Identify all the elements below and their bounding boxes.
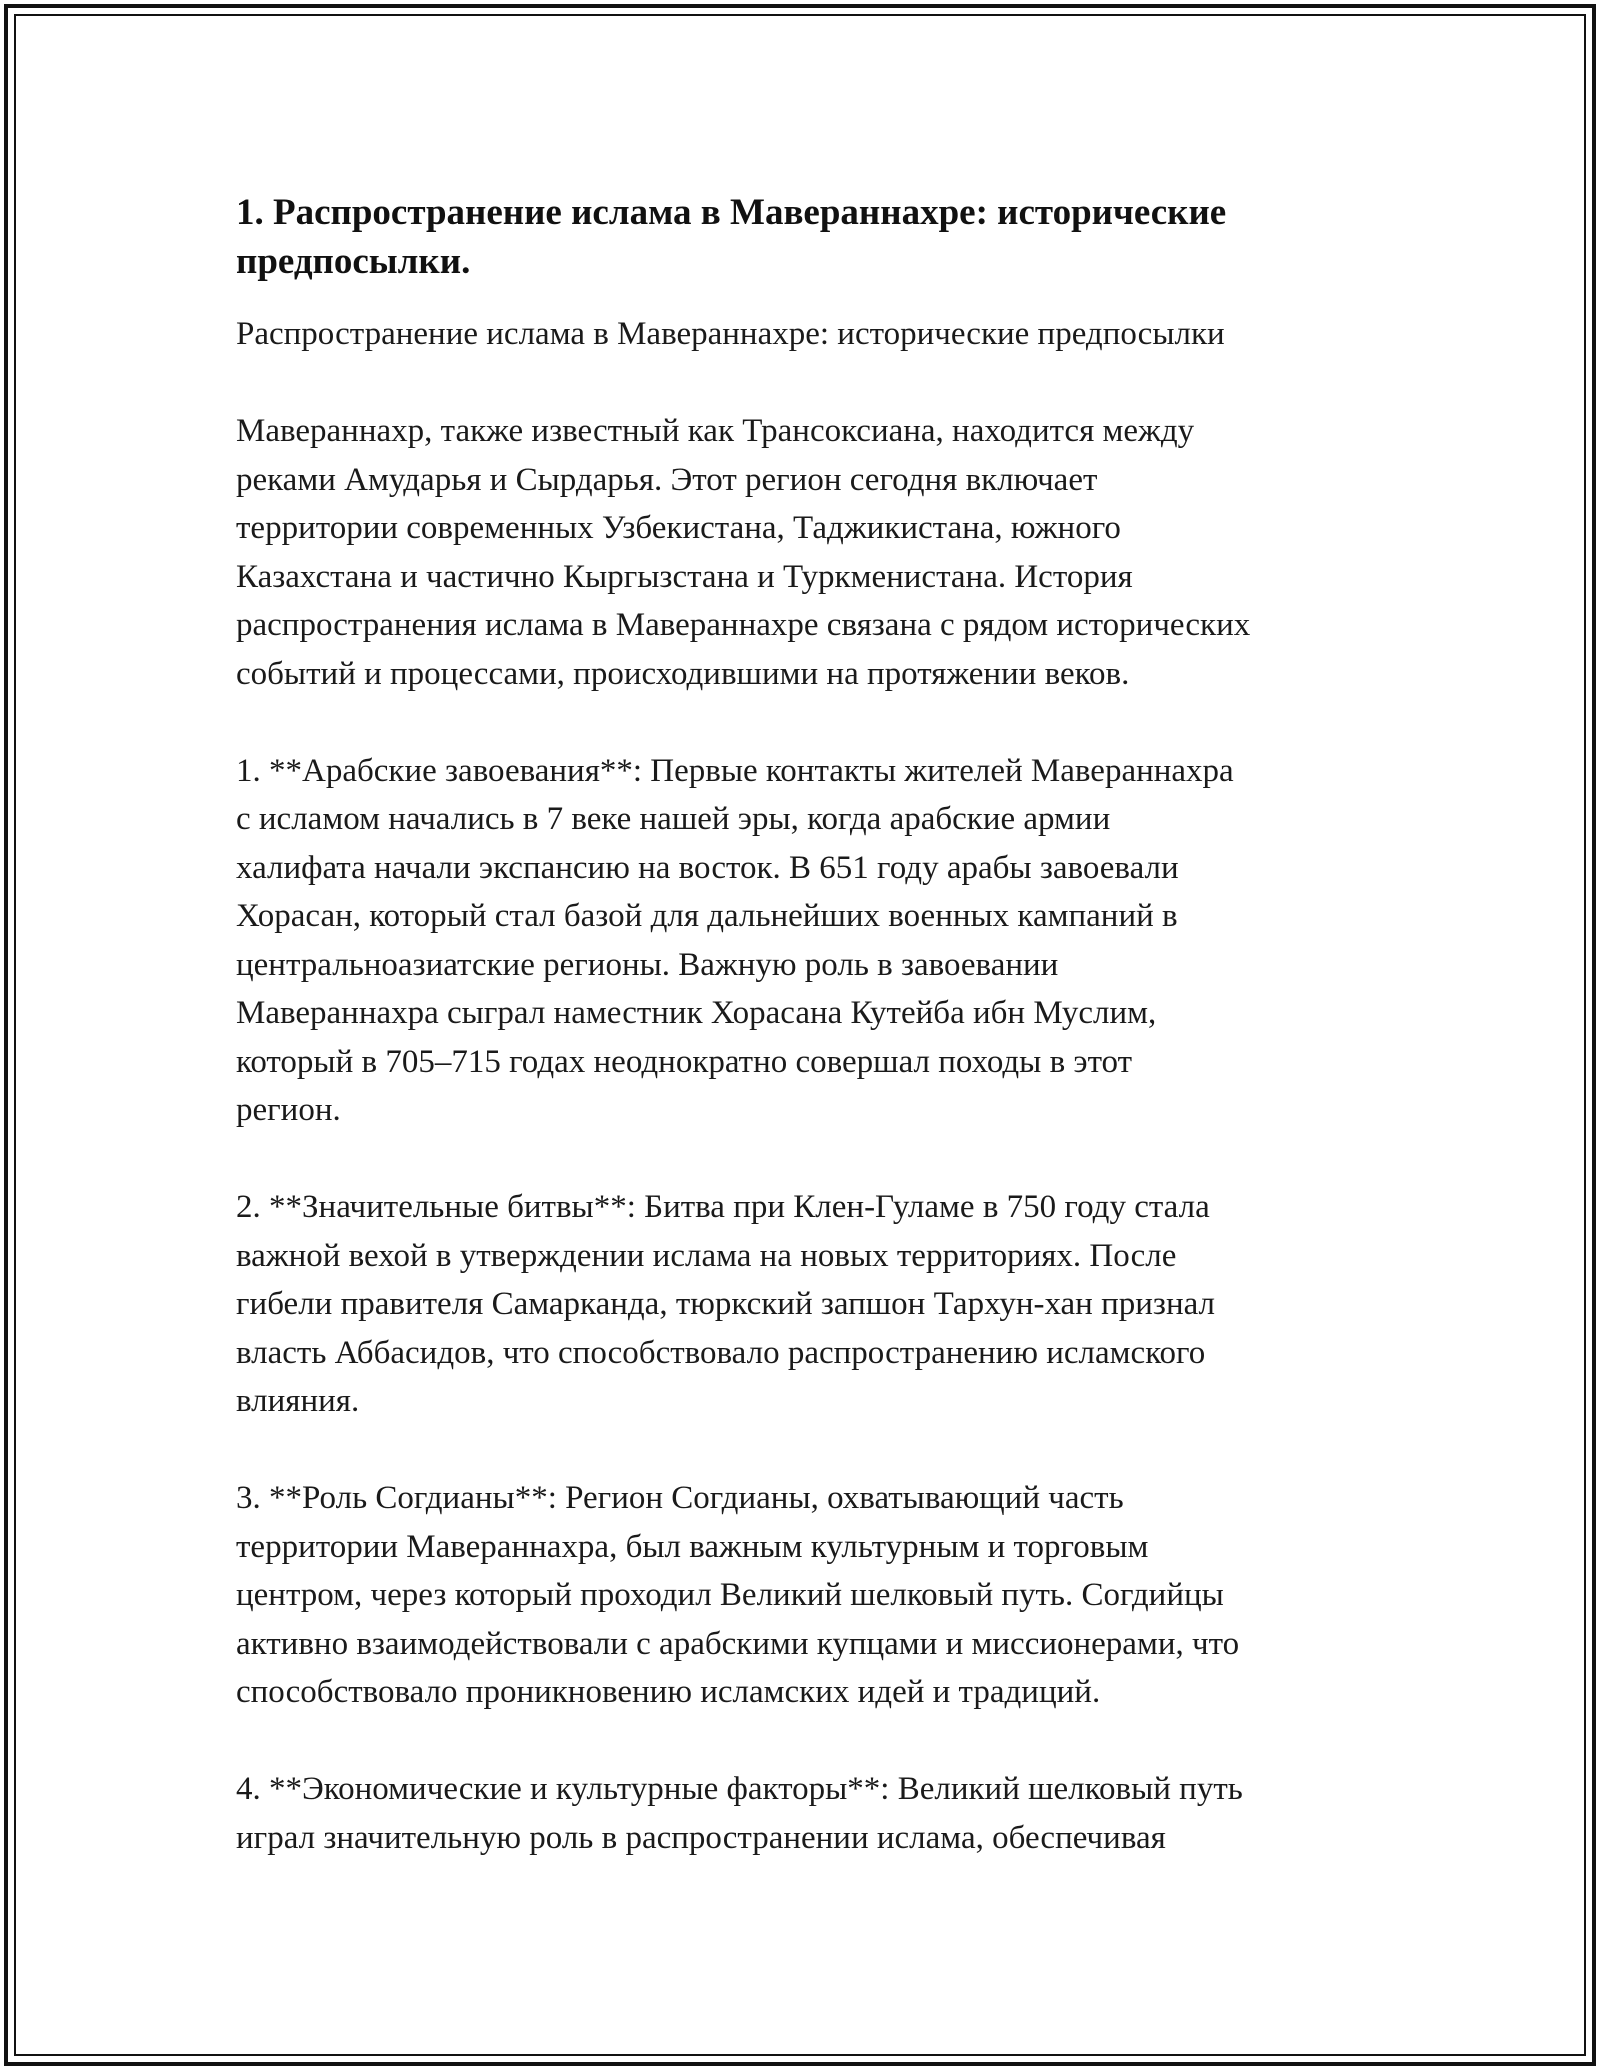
document-content: [236, 188, 1376, 1862]
document-heading: 1. Распространение ислама в Мавераннахре: исторические предпосылки.: [236, 192, 1227, 282]
document-body: Распространение ислама в Мавераннахре: исторические предпосылки Мавераннахр, также известный как Трансоксиана, находится между реками Амударья и Сырдарья. Этот регион сегодня включает территории современных Узбекистана, Таджикистана, южного Казахстана и частично Кыргызстана и Туркменистана. История распространения ислама в Мавераннахре связана с рядом исторических событий и процессами, происходившими на протяжении веков. 1. **Арабские завоевания**: Первые контакты жителей Мавераннахра с исламом начались в 7 веке нашей эры, когда арабские армии халифата начали экспансию на восток. В 651 году арабы завоевали Хорасан, который стал базой для дальнейших военных кампаний в центральноазиатские регионы. Важную роль в завоевании Мавераннахра сыграл наместник Хорасана Кутейба ибн Муслим, который в 705–715 годах неоднократно совершал походы в этот регион. 2. **Значительные битвы**: Битва при Клен-Гуламе в 750 году стала важной вехой в утверждении ислама на новых территориях. После гибели правителя Самарканда, тюркский запшон Тархун-хан признал власть Аббасидов, что способствовало распространению исламского влияния. 3. **Роль Согдианы**: Регион Согдианы, охватывающий часть территории Мавераннахра, был важным культурным и торговым центром, через который проходил Великий шелковый путь. Согдийцы активно взаимодействовали с арабскими купцами и миссионерами, что способствовало проникновению исламских идей и традиций. 4. **Экономические и культурные факторы**: Великий шелковый путь играл значительную роль в распространении ислама, обеспечивая: [236, 316, 1251, 1856]
